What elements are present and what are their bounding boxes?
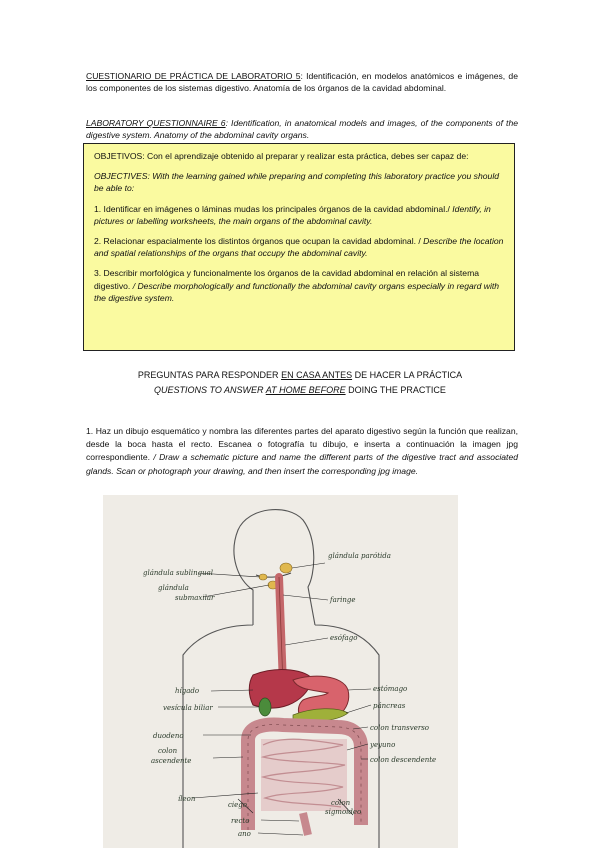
objectives-box: [83, 143, 515, 351]
label-duodenum: duodeno: [153, 732, 184, 740]
label-parotid-gland-1: glándula parótida: [328, 552, 391, 560]
objectives-en: OBJECTIVES: With the learning gained while preparing and completing this laboratory practice you should be able to:: [94, 171, 500, 194]
label-transverse-colon: colon transverso: [370, 724, 430, 732]
question-1-es: 1. Haz un dibujo esquemático y nombra las diferentes partes del aparato digestivo según la función que realizan, desde la boca hasta el recto. Escanea o fotografía tu dibujo, e inserta a continuación la imagen jpg correspondiente.: [86, 426, 518, 463]
sublingual-gland: [259, 574, 267, 580]
label-gallbladder: vesícula biliar: [163, 704, 213, 712]
label-sigmoid-colon-1: colon: [331, 799, 351, 807]
label-anus: ano: [238, 830, 251, 838]
label-submaxillary-1: glándula: [158, 584, 189, 592]
question-1-en: / Draw a schematic picture and name the different parts of the digestive tract and associated glands. Scan or photograph your drawing, and then insert the corresponding jpg image.: [86, 452, 518, 476]
gallbladder: [259, 698, 271, 716]
intro-english: [86, 117, 518, 142]
label-ileum: íleon: [178, 795, 196, 803]
objective-item-1: 1. Identificar en imágenes o láminas mudas los principales órganos de la cavidad abdominal./ Identify, in pictures or labelling worksheets, the main organs of the abdominal cavity.: [94, 203, 491, 226]
objectives-es: OBJETIVOS: Con el aprendizaje obtenido al preparar y realizar esta práctica, debes ser capaz de:: [94, 151, 469, 161]
rectum: [303, 813, 308, 835]
label-rectum: recto: [231, 817, 250, 825]
objective-item-2: 2. Relacionar espacialmente los distintos órganos que ocupan la cavidad abdominal. / Describe the location and spatial relationships of the organs that occupy the abdominal cavity.: [94, 236, 504, 259]
intro-text-es: : Identificación, en modelos anatómicos e imágenes, de los componentes de los sistemas digestivo. Anatomía de los órganos de la cavidad abdominal.: [86, 71, 518, 94]
label-descending-colon: colon descendente: [370, 756, 437, 764]
label-ascending-colon-2: ascendente: [151, 757, 192, 765]
label-sigmoid-colon-2: sigmoideo: [325, 808, 362, 816]
label-esophagus: esófago: [330, 634, 358, 642]
label-stomach: estómago: [373, 685, 408, 693]
question-1: [86, 425, 518, 478]
label-liver: hígado: [175, 687, 200, 695]
questions-heading: PREGUNTAS PARA RESPONDER EN CASA ANTES DE HACER LA PRÁCTICA QUESTIONS TO ANSWER AT HOME BEFORE DOING THE PRACTICE: [137, 370, 463, 395]
label-submaxillary-2: submaxilar: [175, 594, 215, 602]
questionnaire-title-en: LABORATORY QUESTIONNAIRE 6: [86, 118, 226, 128]
intro-text-en: : Identification, in anatomical models and images, of the components of the digestive system. Anatomy of the abdominal cavity organs.: [86, 118, 519, 141]
objective-item-3: 3. Describir morfológica y funcionalmente los órganos de la cavidad abdominal en relación al sistema digestivo. / Describe morphologically and functionally the abdominal cavity organs especially in regard with the digestive system.: [94, 268, 500, 303]
label-pharynx: faringe: [330, 596, 356, 604]
parotid-gland: [280, 563, 292, 573]
label-sublingual-gland: glándula sublingual: [143, 569, 213, 577]
questionnaire-title-es: CUESTIONARIO DE PRÁCTICA DE LABORATORIO 5: [86, 71, 301, 81]
label-jejunum: yeyuno: [370, 741, 396, 749]
label-ascending-colon-1: colon: [158, 747, 178, 755]
digestive-system-drawing: [103, 495, 458, 848]
label-cecum: ciego: [228, 801, 247, 809]
label-pancreas: páncreas: [373, 702, 406, 710]
intro-spanish: [86, 70, 518, 95]
